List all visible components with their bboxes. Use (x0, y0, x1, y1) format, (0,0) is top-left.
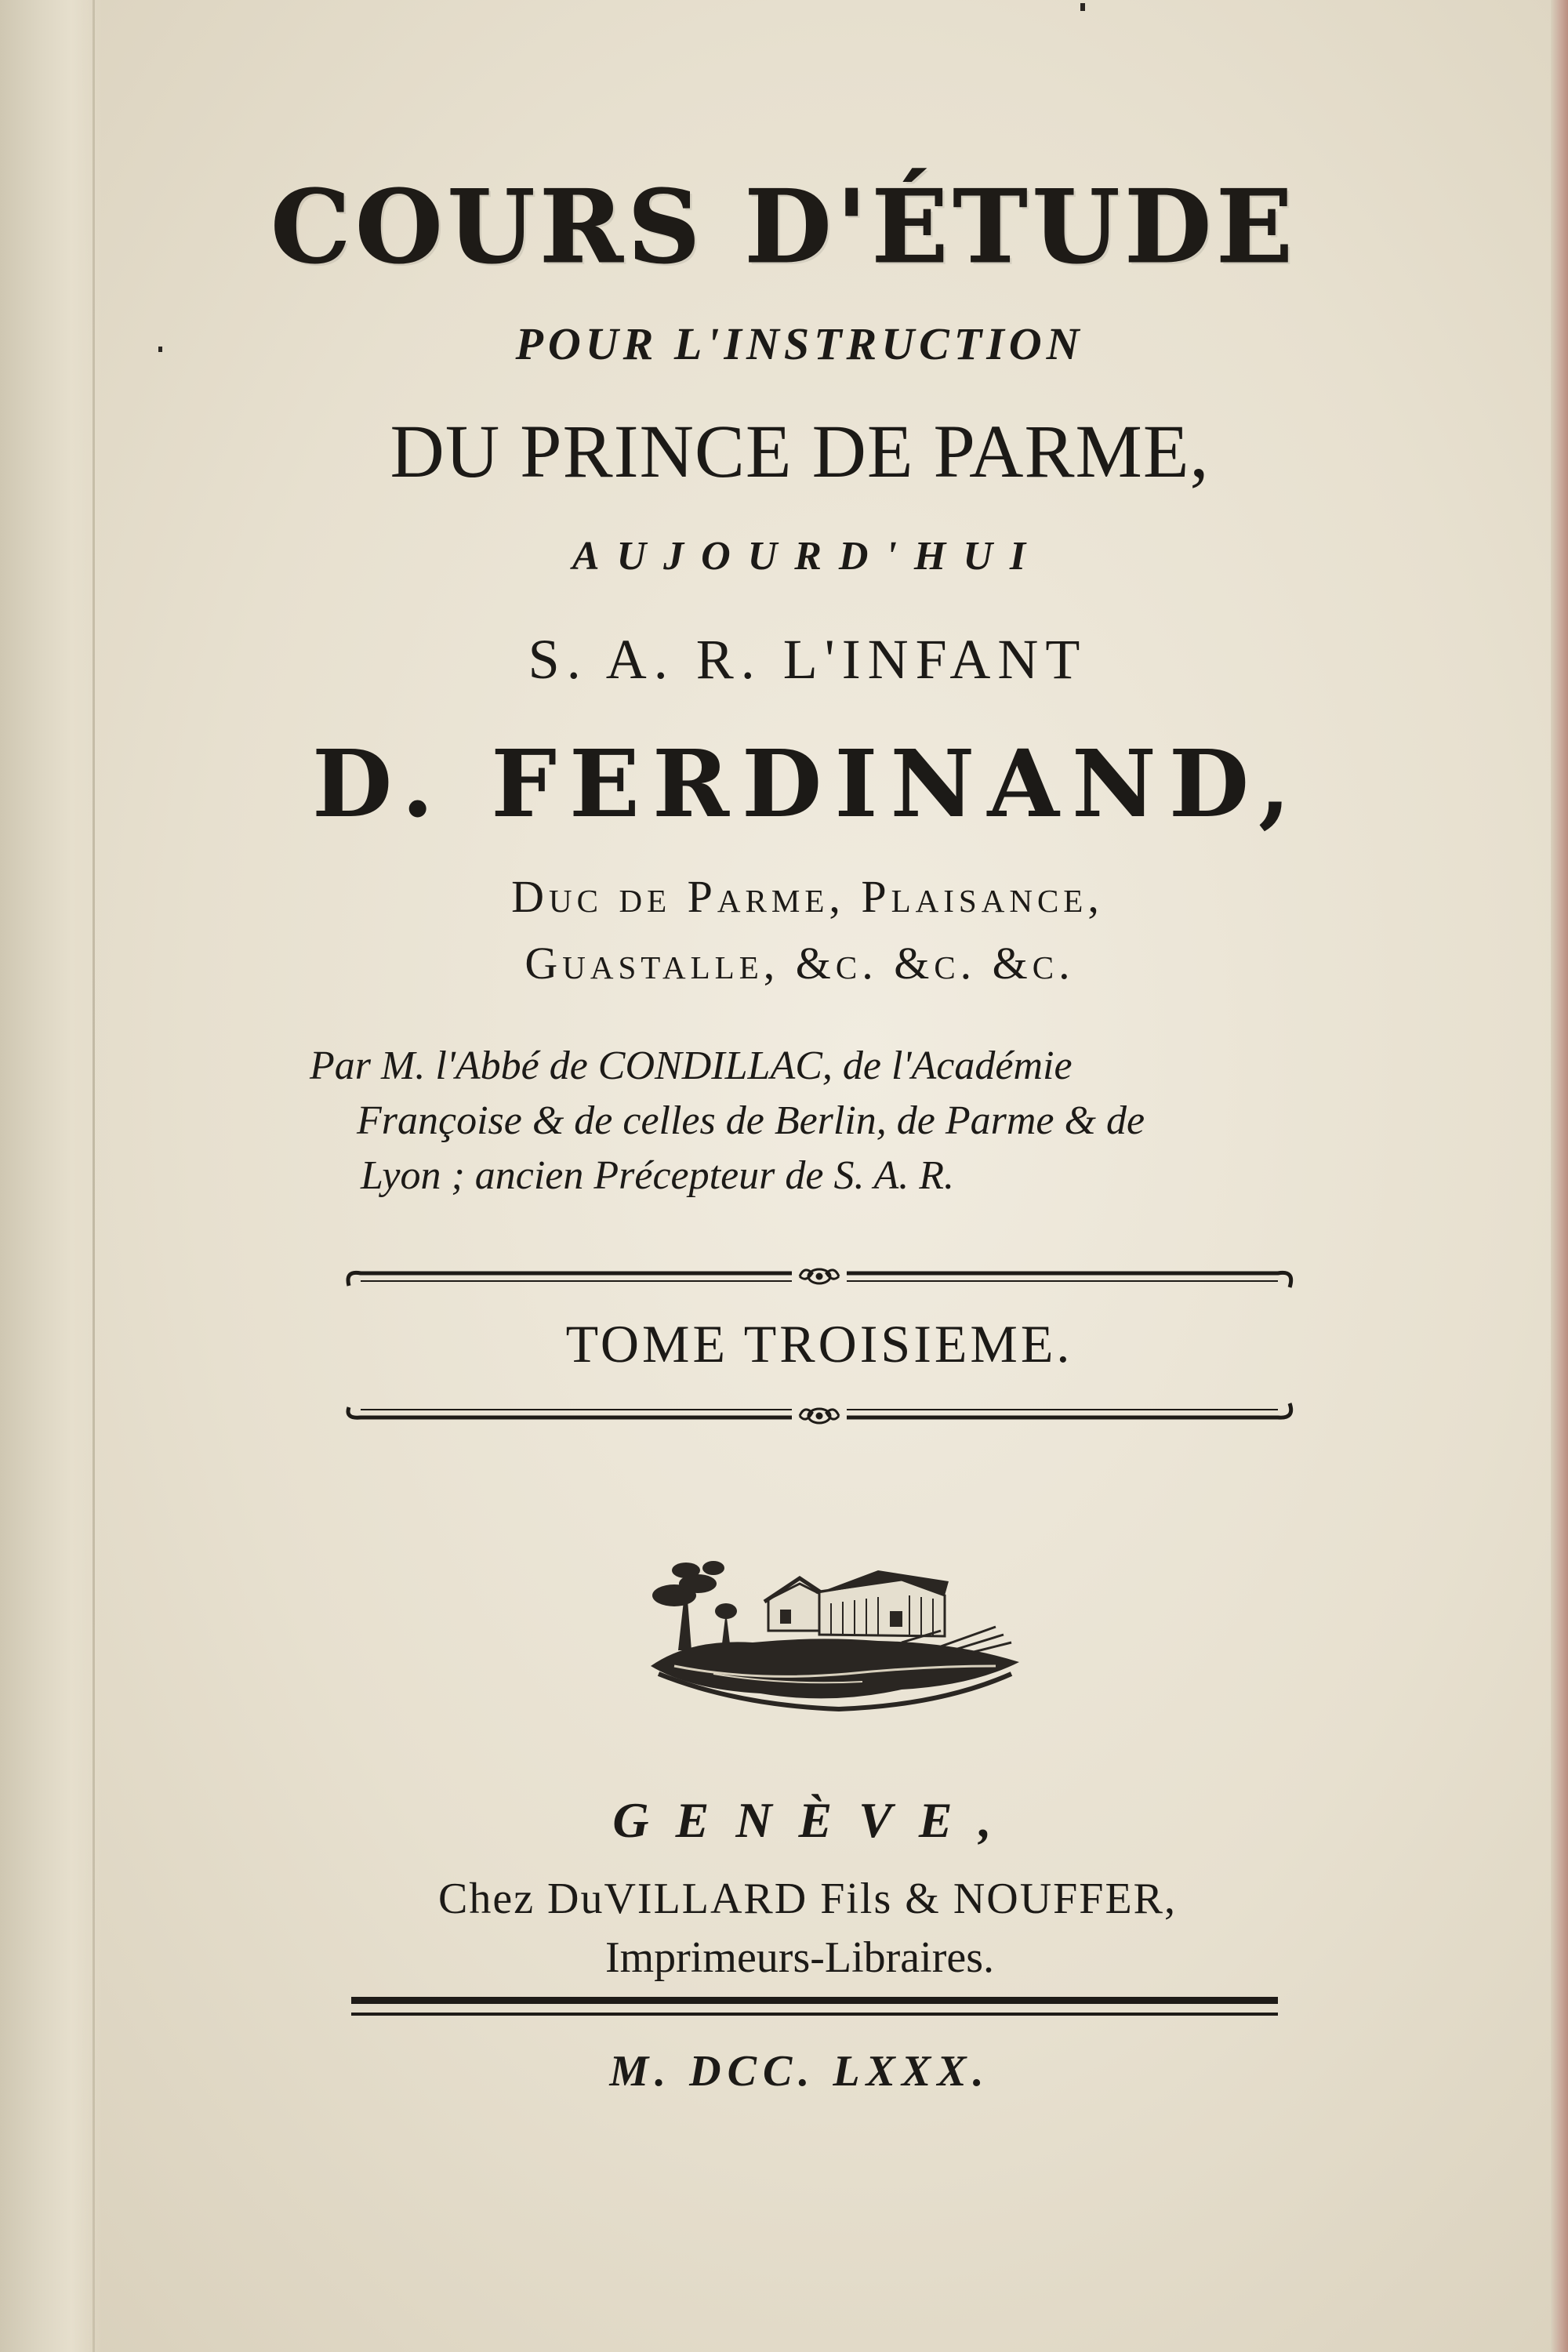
author-line-2: Françoise & de celles de Berlin, de Parme & de (357, 1098, 1145, 1143)
dukedom-line-1: Duc de Parme, Plaisance, (511, 871, 1104, 922)
author-line-3: Lyon ; ancien Précepteur de S. A. R. (361, 1153, 955, 1198)
imprint-trade: Imprimeurs-Libraires. (604, 1933, 995, 1982)
top-flourish-icon (800, 1269, 839, 1283)
bottom-flourish-icon (800, 1409, 839, 1423)
imprint-date: M. DCC. LXXX. (609, 2047, 990, 2096)
double-rule-divider (351, 1995, 1278, 2022)
landscape-vignette-icon (643, 1548, 1027, 1717)
subtitle-prince: DU PRINCE DE PARME, (390, 409, 1210, 493)
volume-label: TOME TROISIEME. (565, 1314, 1073, 1374)
subtitle-sar: S. A. R. L'INFANT (528, 628, 1087, 691)
subtitle-ferdinand: D. FERDINAND, (311, 729, 1304, 838)
subtitle-instruction: POUR L'INSTRUCTION (515, 318, 1084, 369)
dukedom-line-2: Guastalle, &c. &c. &c. (524, 938, 1075, 989)
ink-speck (1080, 3, 1085, 11)
subtitle-aujourdhui: AUJOURD'HUI (572, 534, 1044, 579)
imprint-city: GENÈVE, (612, 1792, 1018, 1848)
imprint-publisher: Chez DuVILLARD Fils & NOUFFER, (437, 1875, 1178, 1923)
author-line-1: Par M. l'Abbé de CONDILLAC, de l'Académie (310, 1044, 1073, 1088)
book-title: COURS D'ÉTUDE (270, 169, 1298, 286)
volume-cartouche (345, 1262, 1294, 1431)
